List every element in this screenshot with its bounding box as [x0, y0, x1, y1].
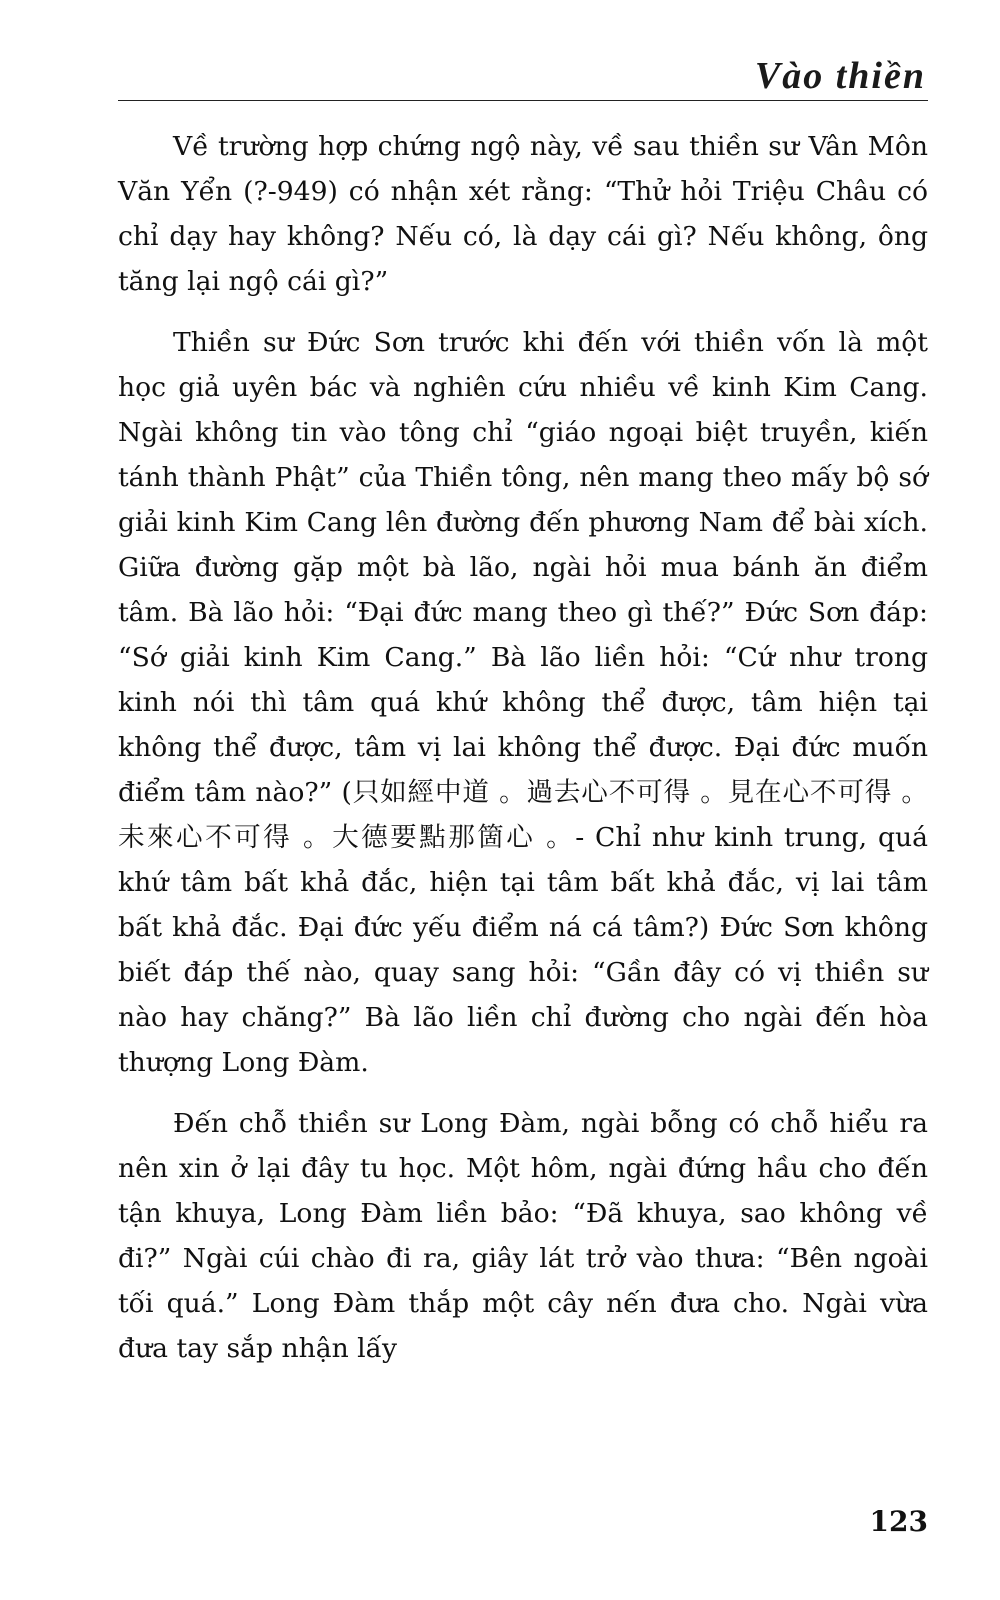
paragraph-1: Về trường hợp chứng ngộ này, về sau thiền sư Vân Môn Văn Yển (?-949) có nhận xét rằng: “Thử hỏi Triệu Châu có chỉ dạy hay không? Nếu có, là dạy cái gì? Nếu không, ông tăng lại ngộ cái gì?”	[118, 131, 928, 297]
paragraph-3: Đến chỗ thiền sư Long Đàm, ngài bỗng có chỗ hiểu ra nên xin ở lại đây tu học. Một hôm, ngài đứng hầu cho đến tận khuya, Long Đàm liền bảo: “Đã khuya, sao không về đi?” Ngài cúi chào đi ra, giây lát trở vào thưa: “Bên ngoài tối quá.” Long Đàm thắp một cây nến đưa cho. Ngài vừa đưa tay sắp nhận lấy	[118, 1108, 928, 1364]
chapter-title: Vào thiền	[754, 55, 926, 97]
running-header	[118, 50, 928, 101]
body-text	[118, 124, 928, 1387]
page-number: 123	[869, 1505, 928, 1538]
paragraph-2: Thiền sư Đức Sơn trước khi đến với thiền vốn là một học giả uyên bác và nghiên cứu nhiều về kinh Kim Cang. Ngài không tin vào tông chỉ “giáo ngoại biệt truyền, kiến tánh thành Phật” của Thiền tông, nên mang theo mấy bộ sớ giải kinh Kim Cang lên đường đến phương Nam để bài xích. Giữa đường gặp một bà lão, ngài hỏi mua bánh ăn điểm tâm. Bà lão hỏi: “Đại đức mang theo gì thế?” Đức Sơn đáp: “Sớ giải kinh Kim Cang.” Bà lão liền hỏi: “Cứ như trong kinh nói thì tâm quá khứ không thể được, tâm hiện tại không thể được, tâm vị lai không thể được. Đại đức muốn điểm tâm nào?” (只如經中道 。過去心不可得 。見在心不可得 。未來心不可得 。大德要點那箇心 。- Chỉ như kinh trung, quá khứ tâm bất khả đắc, hiện tại tâm bất khả đắc, vị lai tâm bất khả đắc. Đại đức yếu điểm ná cá tâm?) Đức Sơn không biết đáp thế nào, quay sang hỏi: “Gần đây có vị thiền sư nào hay chăng?” Bà lão liền chỉ đường cho ngài đến hòa thượng Long Đàm.	[118, 327, 928, 1078]
